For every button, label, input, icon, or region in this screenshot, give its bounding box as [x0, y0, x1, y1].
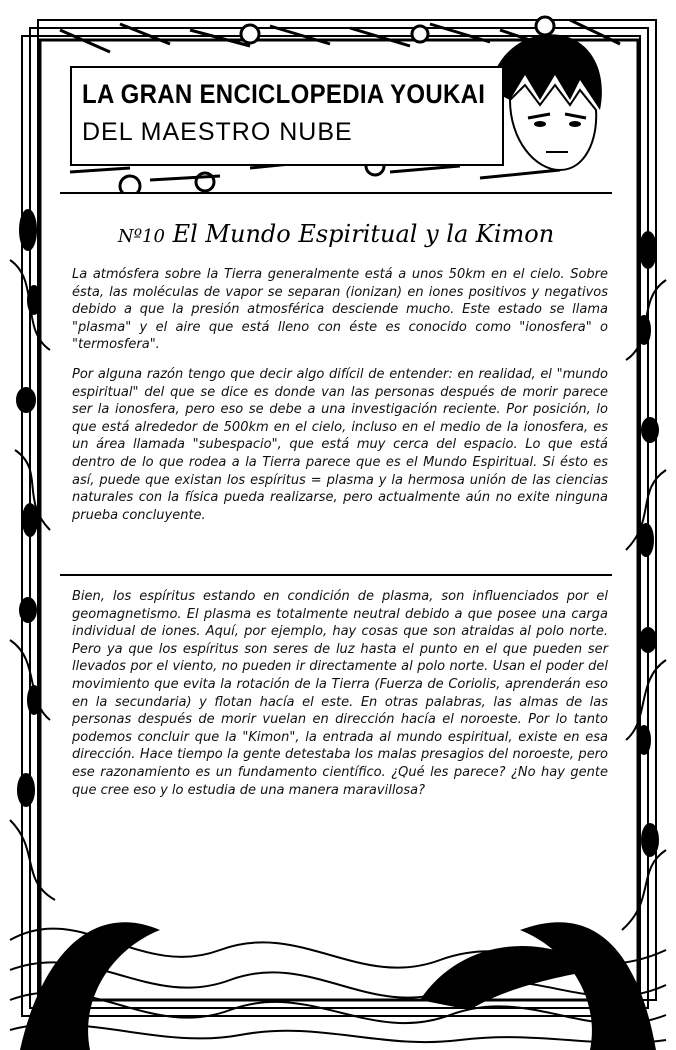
- article-heading: El Mundo Espiritual y la Kimon: [172, 220, 555, 248]
- article-title: [60, 220, 612, 248]
- paragraph-2: Por alguna razón tengo que decir algo difícil de entender: en realidad, el "mundo espiritual" del que se dice es donde van las personas después de morir parece ser la ionosfera, pero eso se debe a una investigación reciente. Por posición, lo que está alrededor de 500km en el cielo, incluso en el medio de la ionosfera, es un área llamada "subespacio", que está muy cerca del espacio. Lo que está dentro de lo que rodea a la Tierra parece que es el Mundo Espiritual. Si ésto es así, puede que existan los espíritus = plasma y la hermosa unión de las ciencias naturales con la física pueda realizarse, pero actualmente aún no exite ninguna prueba concluyente.: [72, 367, 608, 523]
- article-number: Nº10: [117, 226, 165, 247]
- section-divider: [60, 574, 612, 576]
- paragraph-3: Bien, los espíritus estando en condición de plasma, son influenciados por el geomagnetismo. El plasma es totalmente neutral debido a que posee una carga individual de iones. Aquí, por ejemplo, hay cosas que son atraidas al polo norte. Pero ya que los espíritus son seres de luz hasta el punto en el que pueden ser llevados por el viento, no pueden ir directamente al polo norte. Usan el poder del movimiento que evita la rotación de la Tierra (Fuerza de Coriolis, aprenderán eso en la secundaria) y flotan hacía el este. En otras palabras, las almas de las personas después de morir vuelan en dirección hacía el noroeste. Por lo tanto podemos concluir que la "Kimon", la entrada al mundo espiritual, existe en esa dirección. Hace tiempo la gente detestaba los malas presagios del noroeste, pero ese razonamiento es un fundamento científico. ¿Qué les parece? ¿No hay gente que cree eso y lo estudia de una manera maravillosa?: [72, 589, 608, 798]
- header-title-box: [70, 66, 504, 166]
- page-subtitle: DEL MAESTRO NUBE: [82, 118, 353, 146]
- page-title: LA GRAN ENCICLOPEDIA YOUKAI: [82, 80, 486, 110]
- paragraph-1: La atmósfera sobre la Tierra generalmente está a unos 50km en el cielo. Sobre ésta, las moléculas de vapor se separan (ionizan) en iones positivos y negativos debido a que la presión atmosférica desciende mucho. Este estado se llama "plasma" y el aire que está lleno con éste es conocido como "ionosfera" o "termosfera".: [72, 267, 608, 353]
- content-panel: [60, 192, 612, 914]
